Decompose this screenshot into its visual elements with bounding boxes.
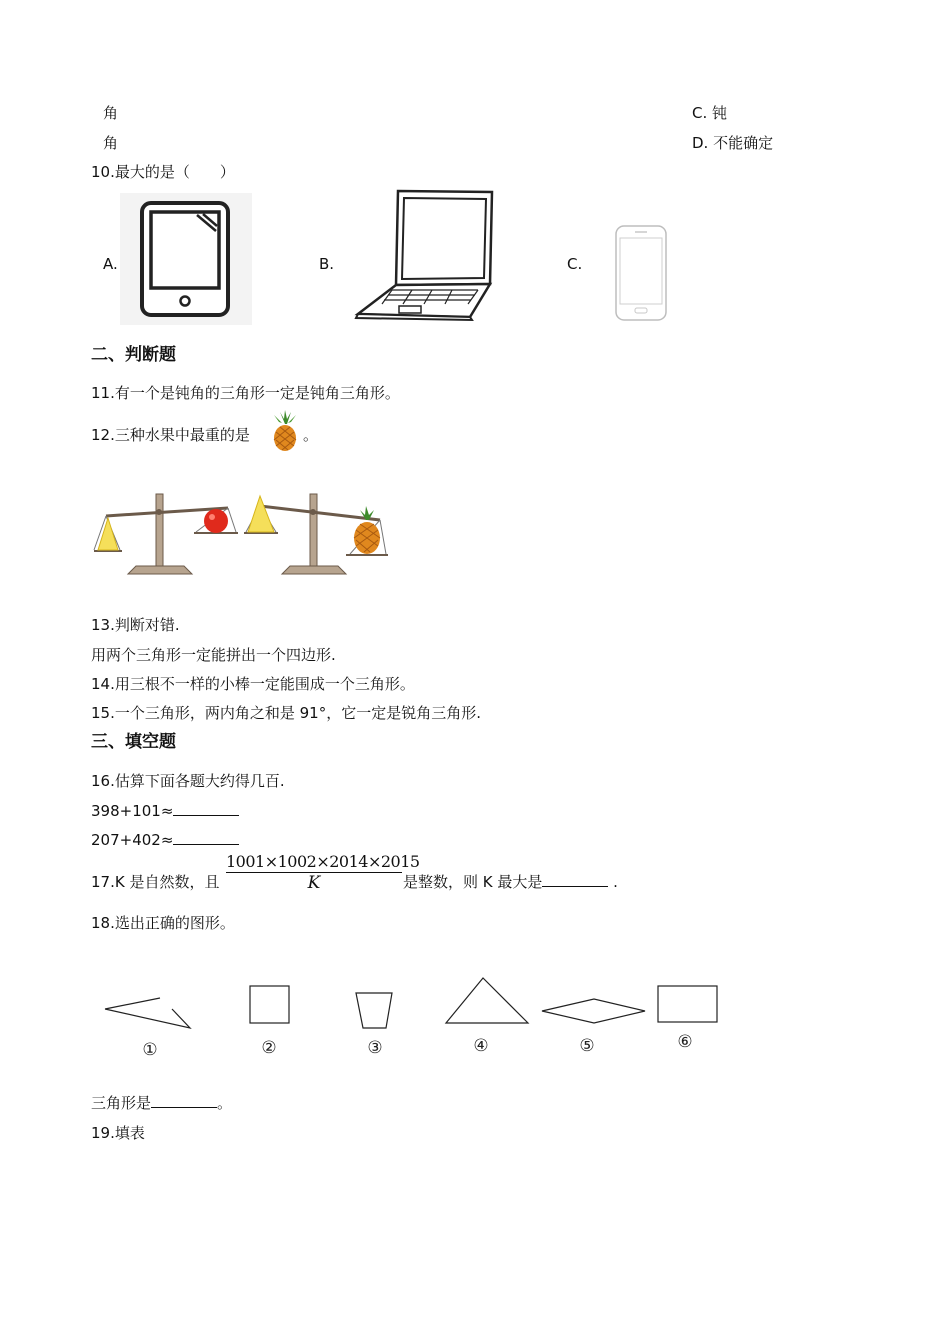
section-3-heading: 三、填空题 [91, 732, 176, 752]
q18-shapes [100, 975, 725, 1065]
shape-label: ⑥ [677, 1032, 693, 1052]
q10-option-c-label: C. [567, 255, 583, 273]
q10-option-a-label: A. [103, 255, 118, 273]
q17-fraction-numerator: 1001×1002×2014×2015 [226, 852, 420, 871]
q16-expression-a: 398+101≈ [91, 802, 174, 820]
balance-scale-1 [94, 494, 238, 574]
balance-scales-illustration [88, 488, 388, 582]
q13-statement: 用两个三角形一定能拼出一个四边形. [91, 646, 336, 664]
q14-text: 14.用三根不一样的小棒一定能围成一个三角形。 [91, 675, 415, 693]
q12-text-prefix: 12.三种水果中最重的是 [91, 426, 250, 444]
balance-scale-2 [244, 494, 388, 574]
q19-stem: 19.填表 [91, 1124, 145, 1142]
q16-answer-blank-b[interactable] [173, 830, 239, 845]
q16-stem: 16.估算下面各题大约得几百. [91, 772, 285, 790]
q13-stem: 13.判断对错. [91, 616, 180, 634]
shape-label: ① [142, 1040, 158, 1060]
q10-option-b-label: B. [319, 255, 335, 273]
q16-item-b [91, 830, 239, 850]
q17-fraction-denominator: K [307, 873, 321, 893]
q12-text-suffix: 。 [303, 426, 319, 444]
shape-label: ④ [473, 1036, 489, 1056]
q17-fraction [226, 852, 420, 893]
shape-2-square [250, 986, 289, 1023]
section-2-heading: 二、判断题 [91, 345, 176, 365]
q18-stem: 18.选出正确的图形。 [91, 914, 235, 932]
shape-label: ③ [367, 1038, 383, 1058]
q18-answer-prefix: 三角形是 [91, 1094, 152, 1112]
q17-answer-blank[interactable] [542, 872, 608, 887]
q9-option-d: D. 不能确定 [692, 134, 774, 152]
q10-stem: 10.最大的是（ ） [91, 163, 235, 181]
q18-answer-blank[interactable] [151, 1093, 217, 1108]
tablet-icon [120, 193, 252, 325]
phone-icon [613, 224, 669, 322]
q17-text-suffix [403, 872, 618, 892]
shape-4-triangle [446, 978, 528, 1023]
shape-label: ② [261, 1038, 277, 1058]
q18-answer-suffix: 。 [217, 1094, 233, 1112]
q16-item-a [91, 801, 239, 821]
shape-6-rectangle [658, 986, 717, 1022]
q11-text: 11.有一个是钝角的三角形一定是钝角三角形。 [91, 384, 400, 402]
q15-text: 15.一个三角形，两内角之和是 91°，它一定是锐角三角形. [91, 704, 481, 722]
q17-end-punct: . [608, 873, 618, 891]
shape-1-open-figure [105, 998, 190, 1028]
q9-option-b-tail: 角 [103, 134, 119, 152]
shape-label: ⑤ [579, 1036, 595, 1056]
pineapple-icon [270, 410, 300, 452]
q16-answer-blank-a[interactable] [173, 801, 239, 816]
q17-text-prefix: 17.K 是自然数，且 [91, 873, 220, 891]
q9-option-a-tail: 角 [103, 104, 119, 122]
q16-expression-b: 207+402≈ [91, 831, 174, 849]
q18-answer-line [91, 1093, 232, 1113]
shape-3-trapezoid [356, 993, 392, 1028]
shape-5-rhombus [542, 999, 645, 1023]
q17-suffix-text: 是整数，则 K 最大是 [403, 873, 543, 891]
laptop-icon [352, 189, 497, 321]
q9-option-c: C. 钝 [692, 104, 728, 122]
